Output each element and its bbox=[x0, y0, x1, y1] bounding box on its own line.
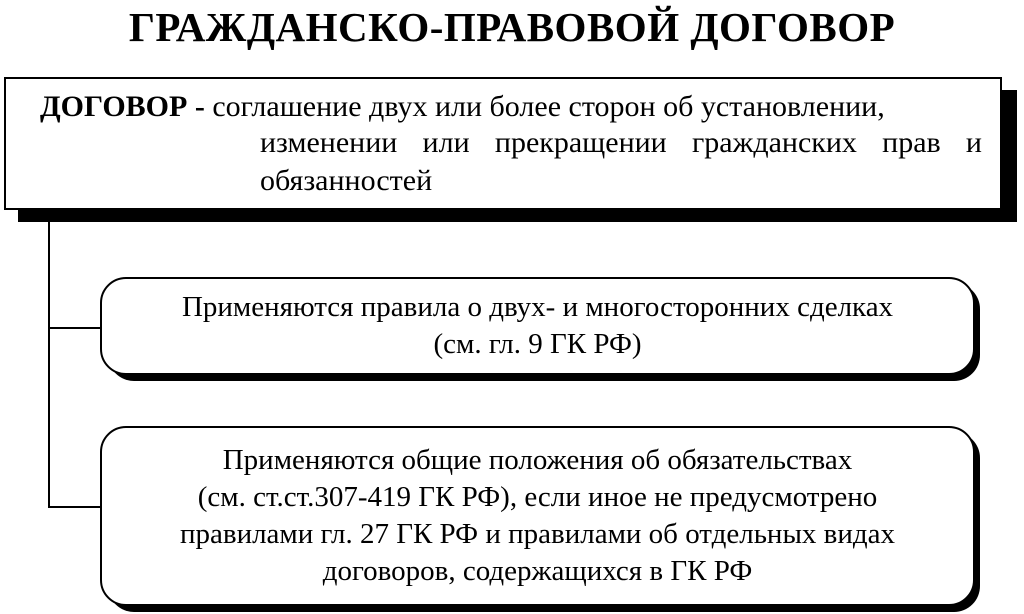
rule-box-2-line: Применяются общие положения об обязательствах bbox=[222, 444, 853, 476]
rule-box-transactions bbox=[100, 277, 975, 375]
rule-box-1-line: (см. гл. 9 ГК РФ) bbox=[433, 328, 642, 360]
rule-box-2-text bbox=[180, 442, 895, 590]
rule-box-2-line: договоров, содержащихся в ГК РФ bbox=[322, 555, 753, 587]
connector-branch-2 bbox=[48, 506, 104, 508]
definition-box bbox=[4, 77, 1002, 210]
definition-first-line bbox=[40, 88, 885, 126]
rule-box-obligations bbox=[100, 426, 975, 606]
rule-box-1-line: Применяются правила о двух- и многосторонних сделках bbox=[181, 291, 894, 323]
definition-term: ДОГОВОР bbox=[40, 90, 188, 123]
diagram-title: ГРАЖДАНСКО-ПРАВОВОЙ ДОГОВОР bbox=[128, 4, 896, 50]
connector-vertical-line bbox=[48, 222, 50, 508]
rule-box-2-line: правилами гл. 27 ГК РФ и правилами об отдельных видах bbox=[179, 518, 896, 550]
connector-branch-1 bbox=[48, 327, 104, 329]
rule-box-2-line: (см. ст.ст.307-419 ГК РФ), если иное не предусмотрено bbox=[197, 481, 878, 513]
definition-text-continuation: изменении или прекращении гражданских прав и обязанностей bbox=[260, 126, 982, 197]
definition-text-start: соглашение двух или более сторон об установлении, bbox=[212, 90, 885, 123]
definition-dash: - bbox=[187, 90, 213, 123]
rule-box-1-text bbox=[182, 289, 893, 363]
